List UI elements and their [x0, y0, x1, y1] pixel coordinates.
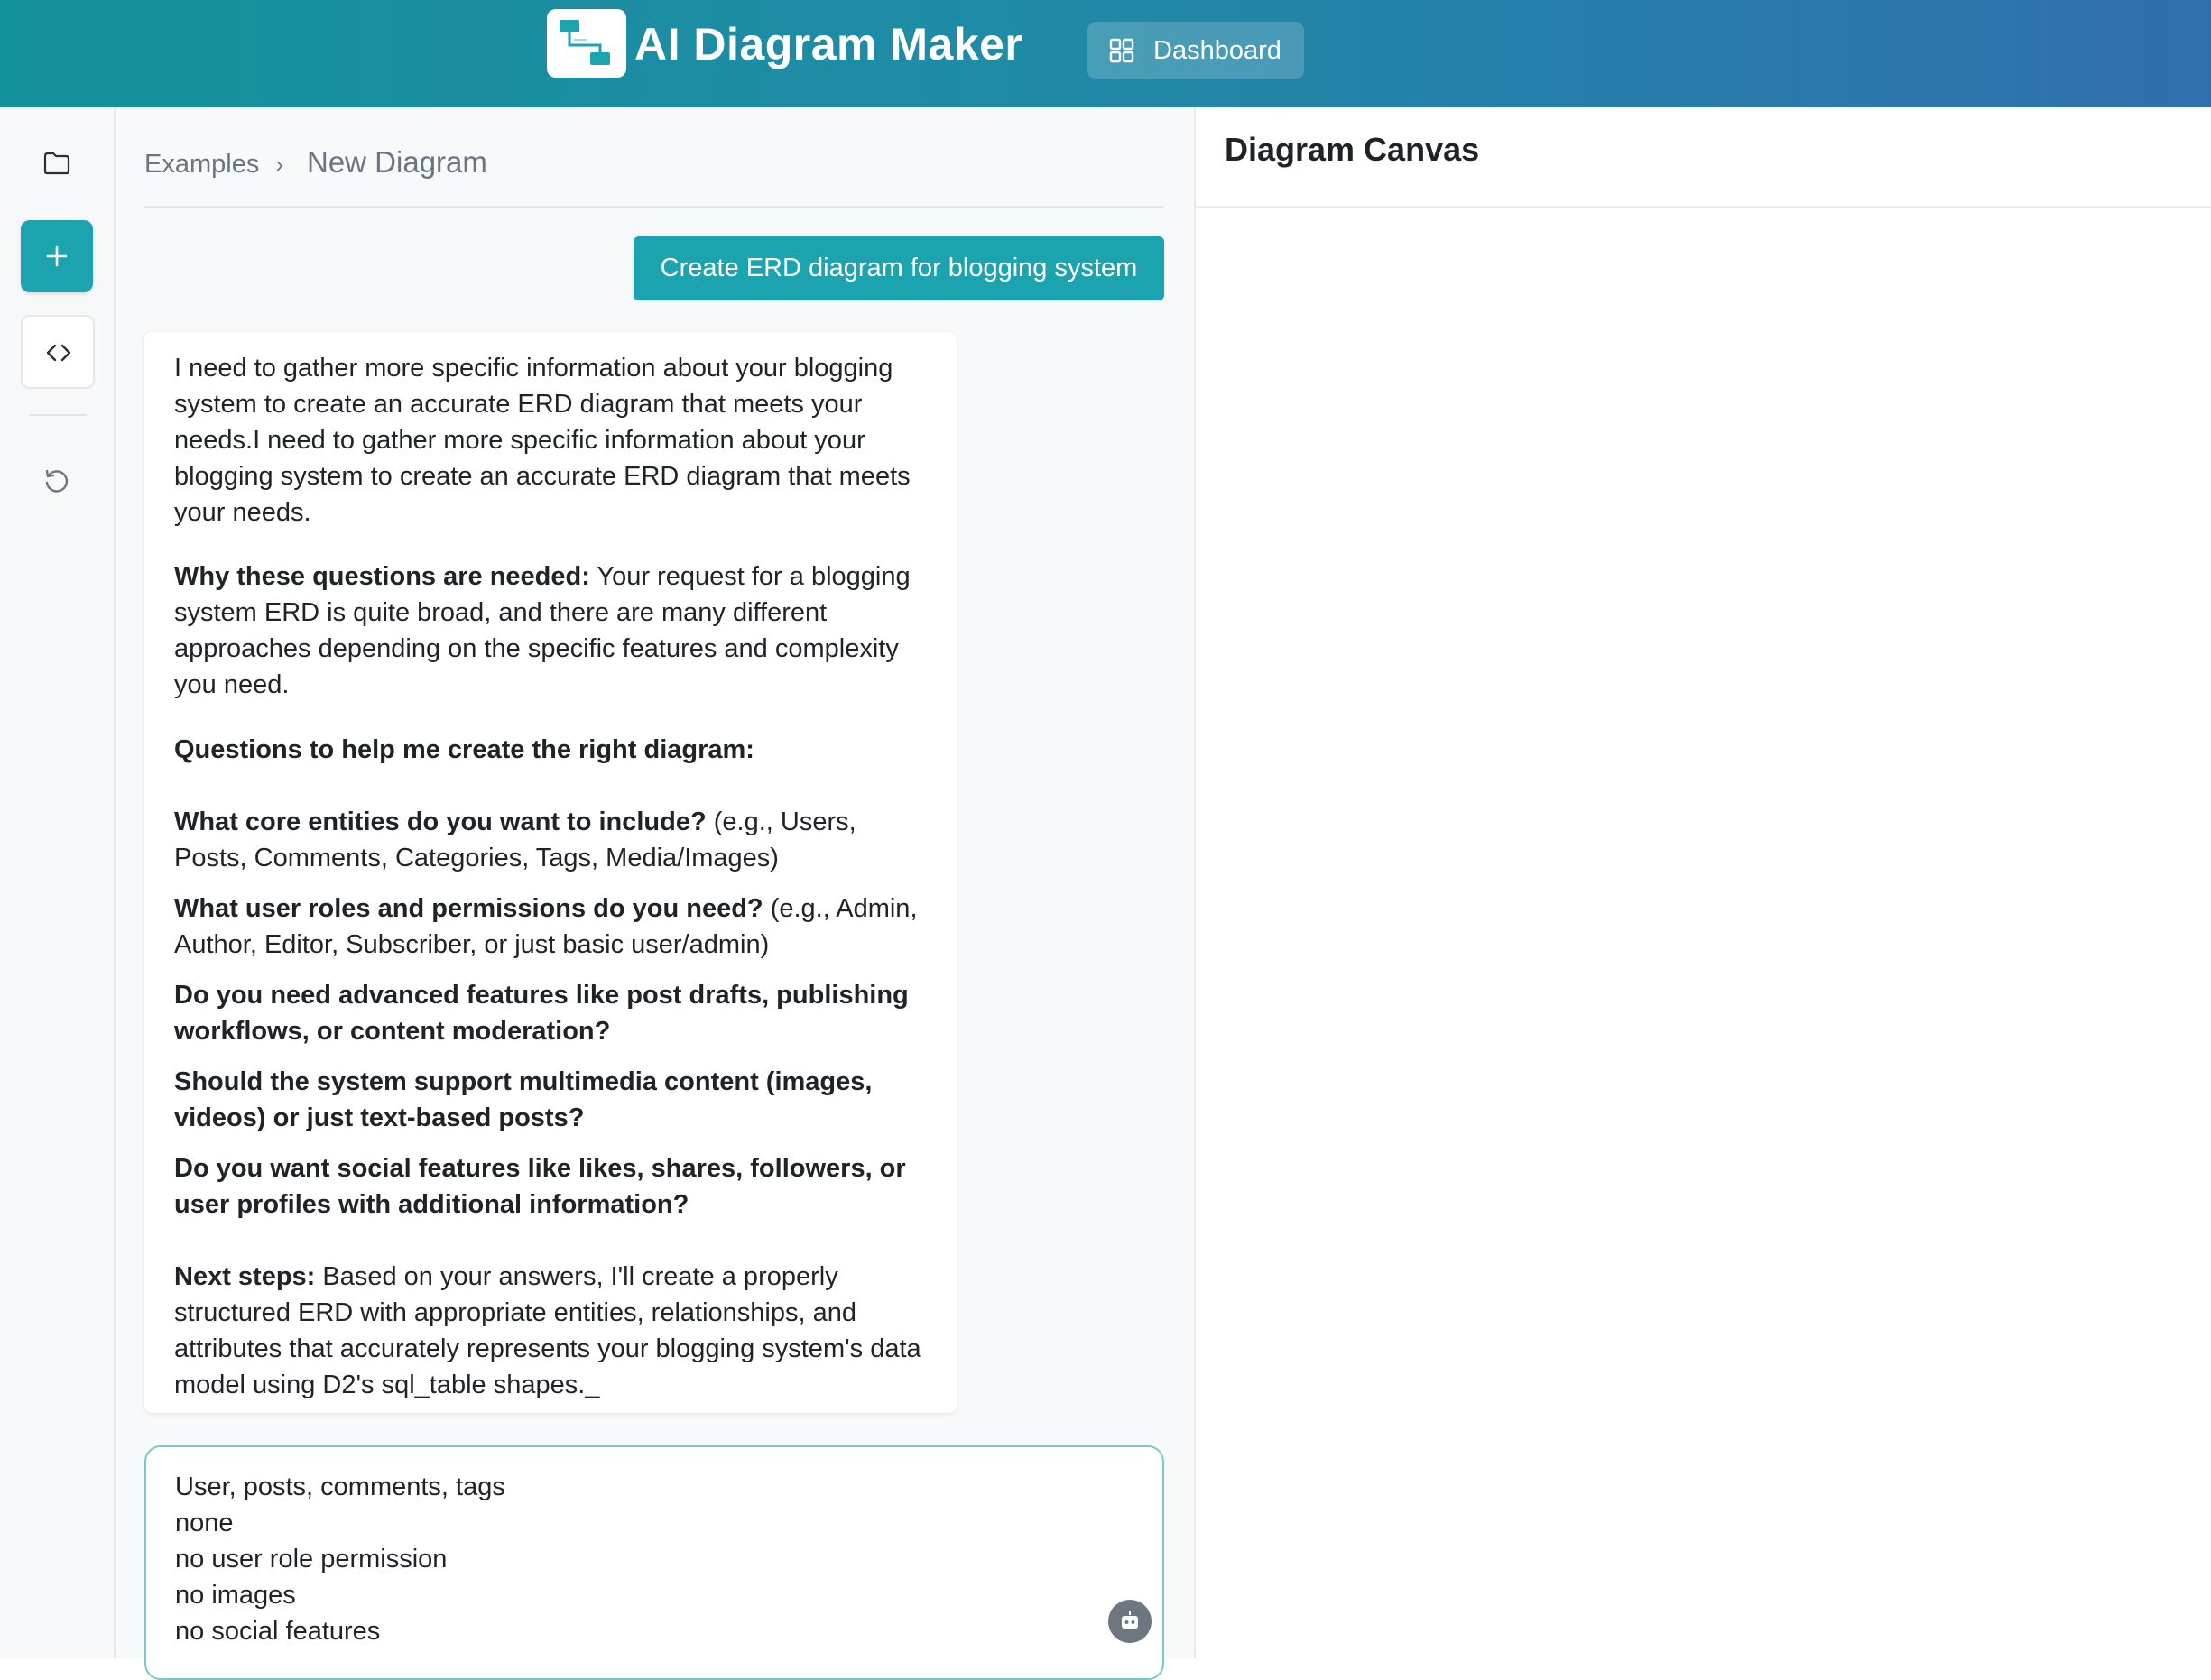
assistant-intro: I need to gather more specific information about your blogging system to create an accurate ERD diagram that meets your needs.I need to gather more specific information about your blogging system to create an accurate ERD diagram that meets your needs. [174, 354, 911, 527]
breadcrumb [144, 140, 487, 185]
code-icon [44, 338, 73, 367]
diagram-logo-icon [547, 9, 626, 78]
top-header [0, 0, 2211, 107]
robot-icon[interactable] [1108, 1600, 1152, 1643]
user-message: Create ERD diagram for blogging system [634, 236, 1164, 300]
input-line: none [175, 1509, 234, 1537]
plus-icon [42, 242, 71, 271]
folder-icon [42, 149, 71, 178]
chat-divider [144, 206, 1164, 208]
input-line: User, posts, comments, tags [175, 1472, 505, 1501]
why-heading: Why these questions are needed: [174, 562, 590, 591]
input-line: no images [175, 1581, 296, 1610]
breadcrumb-separator: › [275, 151, 283, 178]
why-text: Your request for a blogging system ERD is quite broad, and there are many different approaches depending on the specific features and complexity you need. [174, 562, 911, 699]
grid-icon [1109, 38, 1134, 63]
new-diagram-button[interactable] [21, 220, 93, 292]
input-line: no user role permission [175, 1545, 448, 1574]
diagram-canvas-panel [1196, 107, 2211, 1658]
breadcrumb-examples-link[interactable]: Examples [144, 150, 260, 179]
sidebar-divider [29, 414, 87, 416]
next-steps-paragraph [174, 1259, 927, 1403]
code-view-button[interactable] [21, 315, 95, 389]
chat-panel [116, 107, 1196, 1658]
breadcrumb-current: New Diagram [307, 145, 487, 179]
question-item: What user roles and permissions do you need? (e.g., Admin, Author, Editor, Subscriber, or just basic user/admin) [174, 894, 918, 959]
left-sidebar [0, 107, 116, 1658]
message-input[interactable] [144, 1445, 1164, 1680]
dashboard-button[interactable] [1087, 22, 1304, 79]
question-item: What core entities do you want to include? (e.g., Users, Posts, Comments, Categories, Tags, Media/Images) [174, 808, 856, 872]
canvas-title: Diagram Canvas [1225, 131, 1480, 168]
question-item: Should the system support multimedia content (images, videos) or just text-based posts? [174, 1067, 873, 1132]
history-button[interactable] [21, 445, 93, 517]
question-item: Do you want social features like likes, shares, followers, or user profiles with additional information? [174, 1154, 906, 1219]
next-steps-text: Based on your answers, I'll create a properly structured ERD with appropriate entities, relationships, and attributes that accurately represents your blogging system's data model using D2's sql_table shapes._ [174, 1262, 921, 1399]
assistant-message [144, 332, 957, 1413]
app-title: AI Diagram Maker [634, 19, 1023, 69]
assistant-why-paragraph [174, 558, 927, 703]
questions-heading: Questions to help me create the right diagram: [174, 735, 754, 764]
input-line: no social features [175, 1617, 381, 1646]
history-icon [42, 466, 71, 495]
question-item: Do you need advanced features like post drafts, publishing workflows, or content moderation? [174, 981, 909, 1046]
dashboard-label: Dashboard [1153, 36, 1281, 65]
diagram-canvas[interactable] [1196, 208, 2211, 1658]
next-steps-heading: Next steps: [174, 1262, 316, 1291]
folder-button[interactable] [21, 127, 93, 199]
